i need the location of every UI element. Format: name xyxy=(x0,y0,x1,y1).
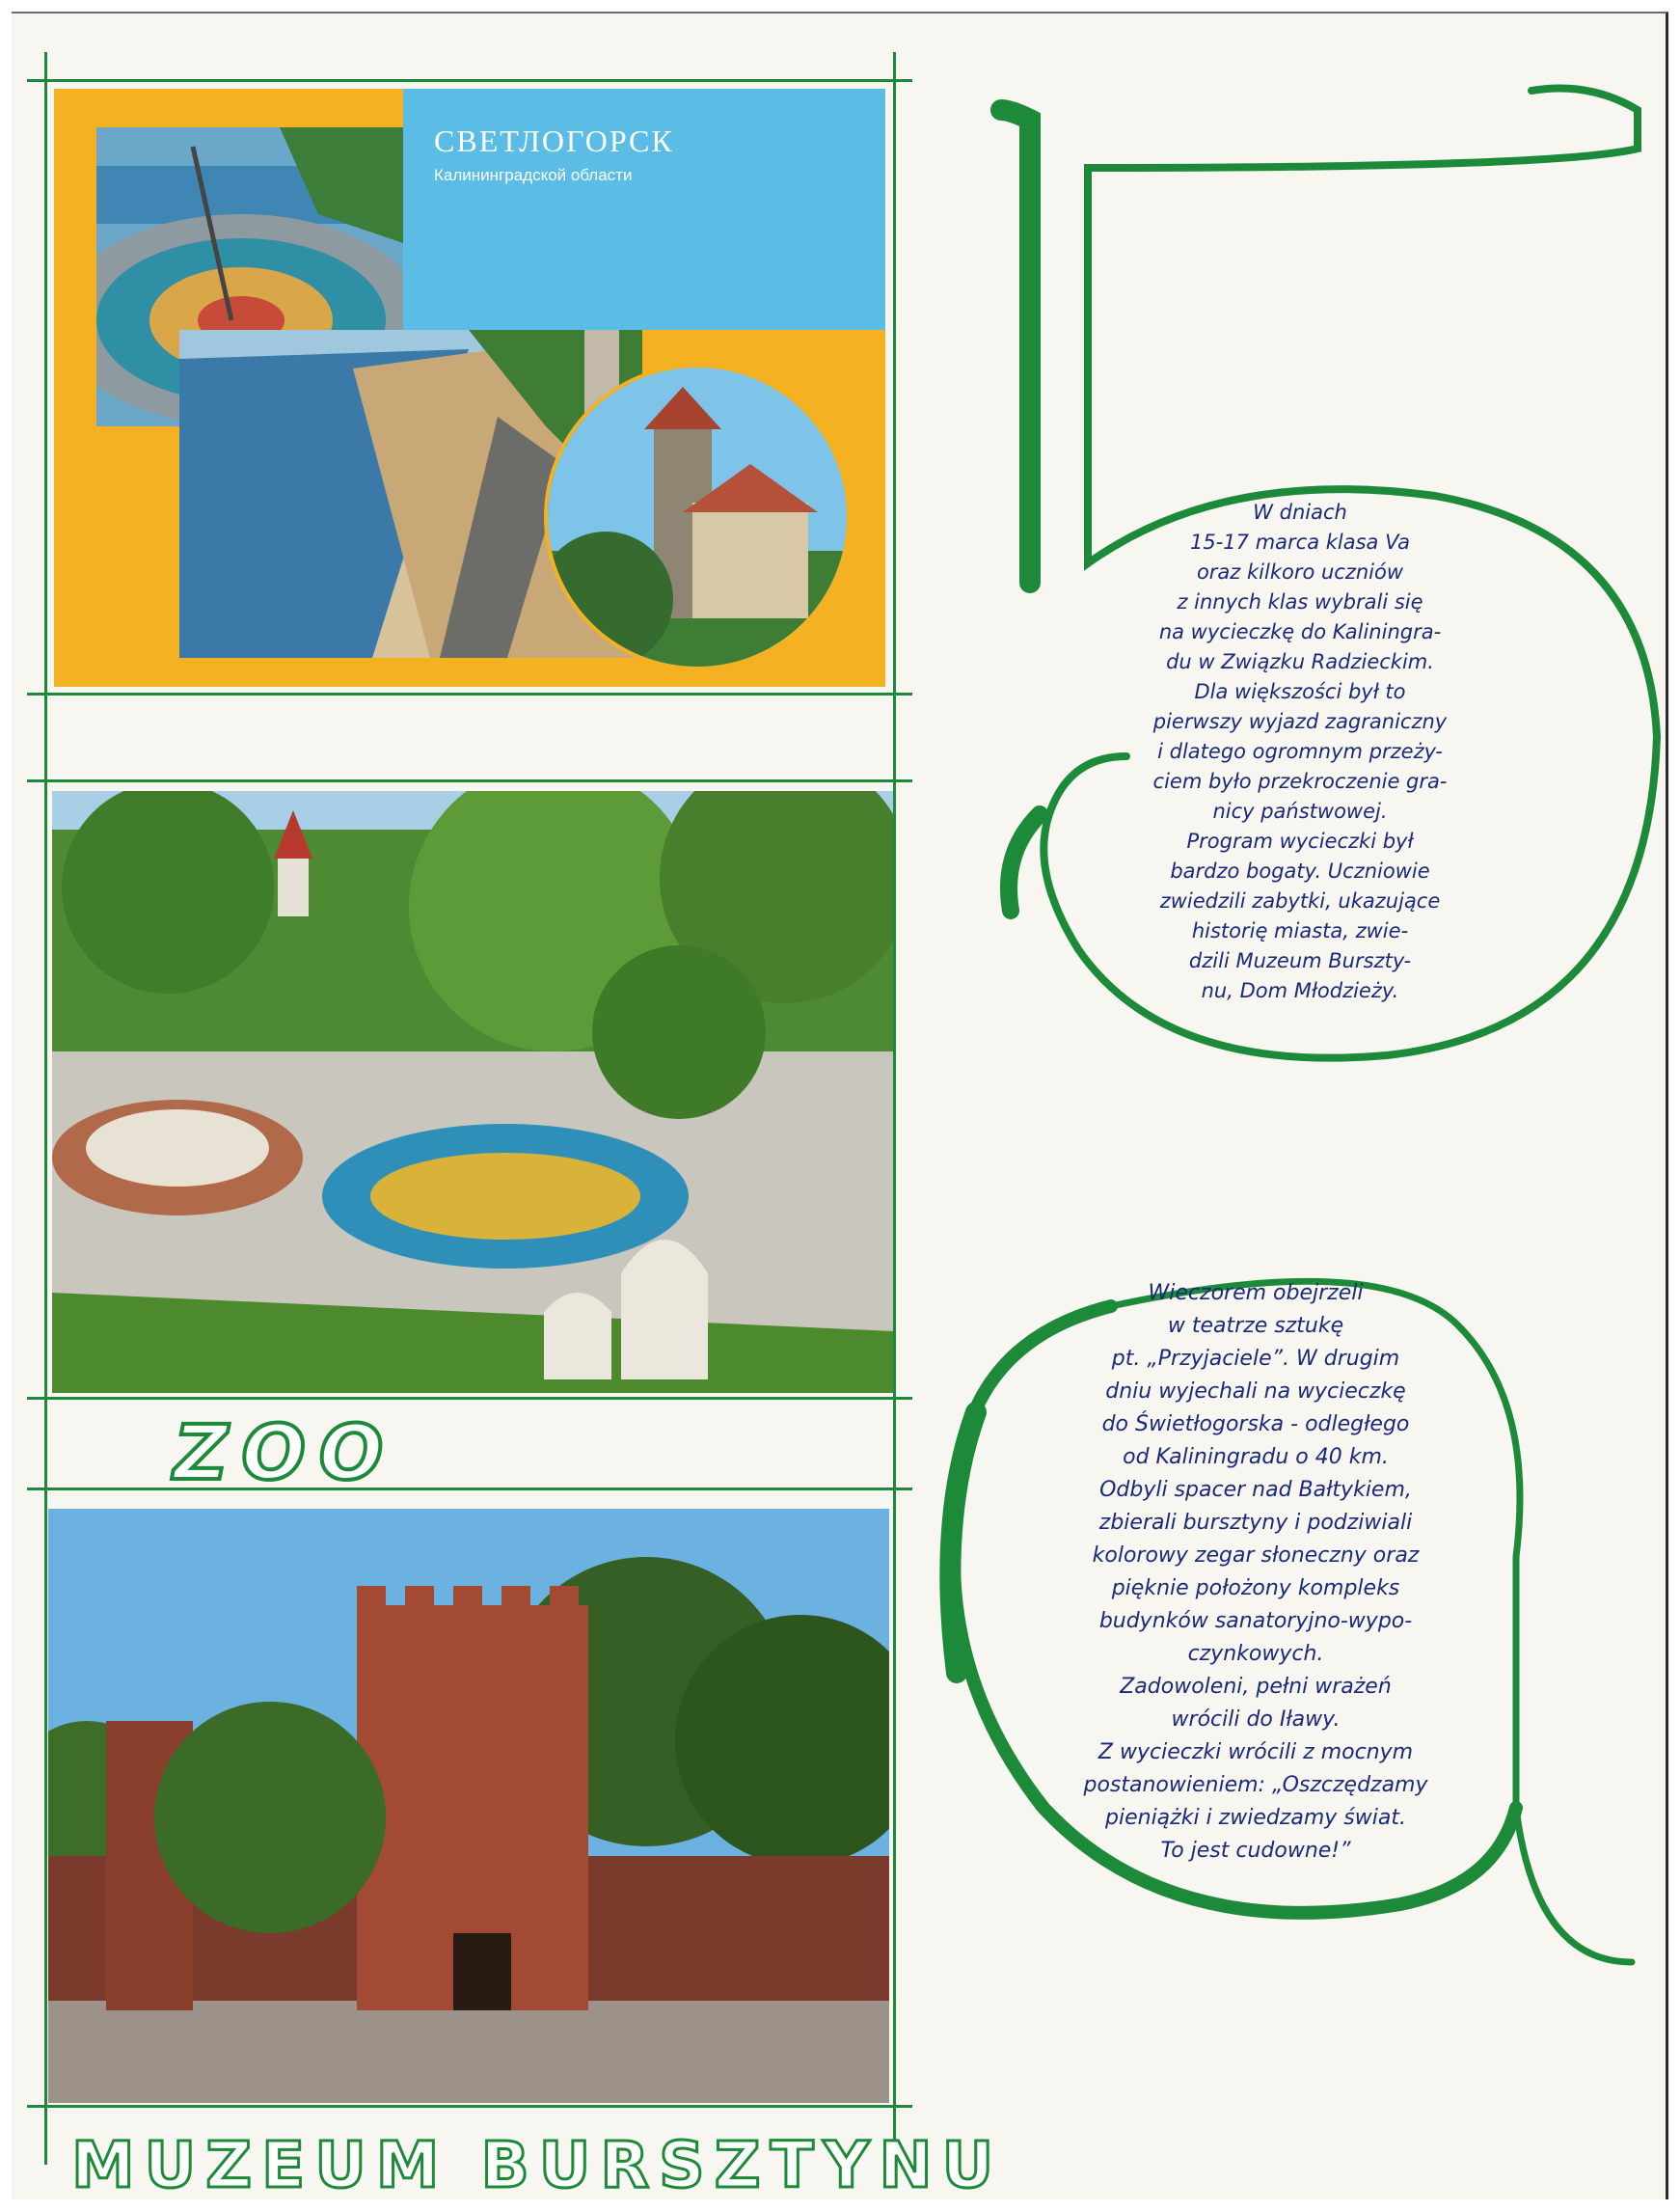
guide-line xyxy=(27,79,912,82)
guide-line xyxy=(44,52,47,2165)
guide-line xyxy=(27,1488,912,1490)
postcard-svetlogorsk xyxy=(54,89,885,687)
postcard-subtitle: Калининградской области xyxy=(434,166,633,184)
handwritten-text-1: W dniach 15-17 marca klasa Va oraz kilkoro uczniów z innych klas wybrali się na wycieczkę do Kaliningra- du w Związku Radzieckim. Dla większości był to pierwszy wyjazd zagraniczny i dlatego ogromnym przeży- ciem było przekroczenie gra- nicy państwowej. Program wycieczki był bardzo bogaty. Uczniowie zwiedzili zabytki, ukazujące historię miasta, zwie- dzili Muzeum Burszty- nu, Dom Młodzieży. xyxy=(1152,501,1448,1002)
zoo-photo xyxy=(52,791,893,1393)
guide-line xyxy=(27,693,912,696)
guide-line xyxy=(27,779,912,782)
handwritten-text-2: Wieczorem obejrzeli w teatrze sztukę pt. „Przyjaciele”. W drugim dniu wyjechali na wycieczkę do Świetłogorska - odległego od Kaliningradu o 40 km. Odbyli spacer nad Bałtykiem, zbierali bursztyny i podziwiali kolorowy zegar słoneczny oraz pięknie położony kompleks budynków sanatoryjno-wypo- czynkowych. Zadowoleni, pełni wrażeń wrócili do Iławy. Z wycieczki wrócili z mocnym postanowieniem: „Oszczędzamy pieniążki i zwiedzamy świat. To jest cudowne!” xyxy=(1083,1281,1428,1863)
guide-line xyxy=(27,1397,912,1400)
postcard-title: СВЕТЛОГОРСК xyxy=(434,123,674,158)
museum-label: MUZEUM BURSZTYNU xyxy=(71,2128,1004,2202)
zoo-label: ZOO xyxy=(174,1410,397,1497)
scrapbook-page xyxy=(12,12,1668,2202)
amber-museum-photo xyxy=(48,1509,889,2103)
guide-line xyxy=(893,52,896,2165)
tower-photo xyxy=(544,364,851,670)
guide-line xyxy=(27,2105,912,2108)
